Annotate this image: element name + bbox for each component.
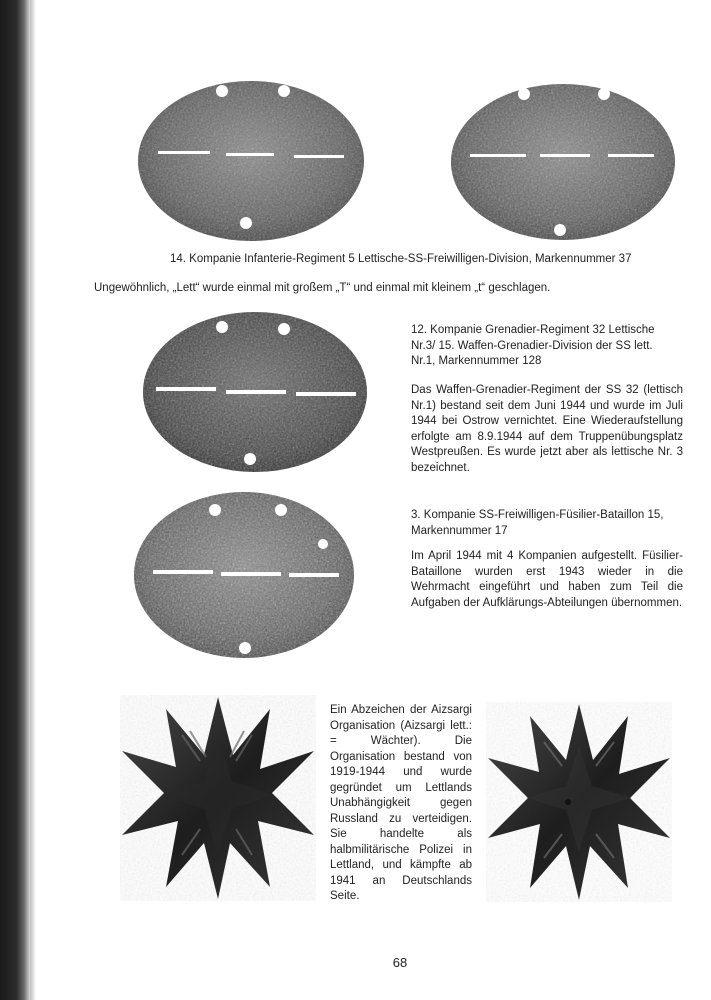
aizsargi-badge-front-image bbox=[120, 695, 316, 901]
identity-tag-image-1 bbox=[136, 79, 366, 243]
tag-note: Ungewöhnlich, „Lett“ wurde einmal mit großem „T“ und einmal mit kleinem „t“ geschlagen. bbox=[94, 282, 551, 294]
tag-3-description: Das Waffen-Grenadier-Regiment der SS 32 (lettisch Nr.1) bestand seit dem Juni 1944 und wurde im Juli 1944 bei Ostrow vernichtet. Eine Wiederaufstellung erfolgte am 8.9.1944 auf dem Truppenübungsplatz Westpreußen. Es wurde jetzt aber als lettische Nr. 3 bezeichnet. bbox=[411, 384, 683, 474]
book-spine-shadow bbox=[0, 0, 30, 1000]
tag-4-description: Im April 1944 mit 4 Kompanien aufgestellt. Füsilier-Bataillone wurden erst 1943 wieder in die Wehrmacht eingeführt und haben zum Teil die Aufgaben der Aufklärungs-Abteilungen übernommen. bbox=[411, 550, 683, 609]
page-number: 68 bbox=[392, 955, 408, 970]
identity-tag-image-2 bbox=[448, 82, 678, 242]
tag-4-title: 3. Kompanie SS-Freiwilligen-Füsilier-Bataillon 15, Markennummer 17 bbox=[411, 509, 664, 537]
badge-description: Ein Abzeichen der Aizsargi Organisation (Aizsargi lett.: = Wächter). Die Organisation bestand von 1919-1944 und wurde gegründet um Lettlands Unabhängigkeit gegen Russland zu verteidigen. Sie handelte als halbmilitärische Polizei in Lettland, und kämpfte ab 1941 an Deutschlands Seite. bbox=[330, 704, 472, 902]
identity-tag-image-4 bbox=[133, 490, 355, 660]
aizsargi-badge-back-image bbox=[486, 702, 672, 902]
tag-3-title: 12. Kompanie Grenadier-Regiment 32 Lettische Nr.3/ 15. Waffen-Grenadier-Division der SS lett. Nr.1, Markennummer 128 bbox=[411, 324, 655, 367]
page-edge bbox=[30, 0, 36, 1000]
tag-caption-1: 14. Kompanie Infanterie-Regiment 5 Lettische-SS-Freiwilligen-Division, Markennummer 37 bbox=[170, 253, 632, 265]
identity-tag-image-3 bbox=[142, 311, 368, 474]
